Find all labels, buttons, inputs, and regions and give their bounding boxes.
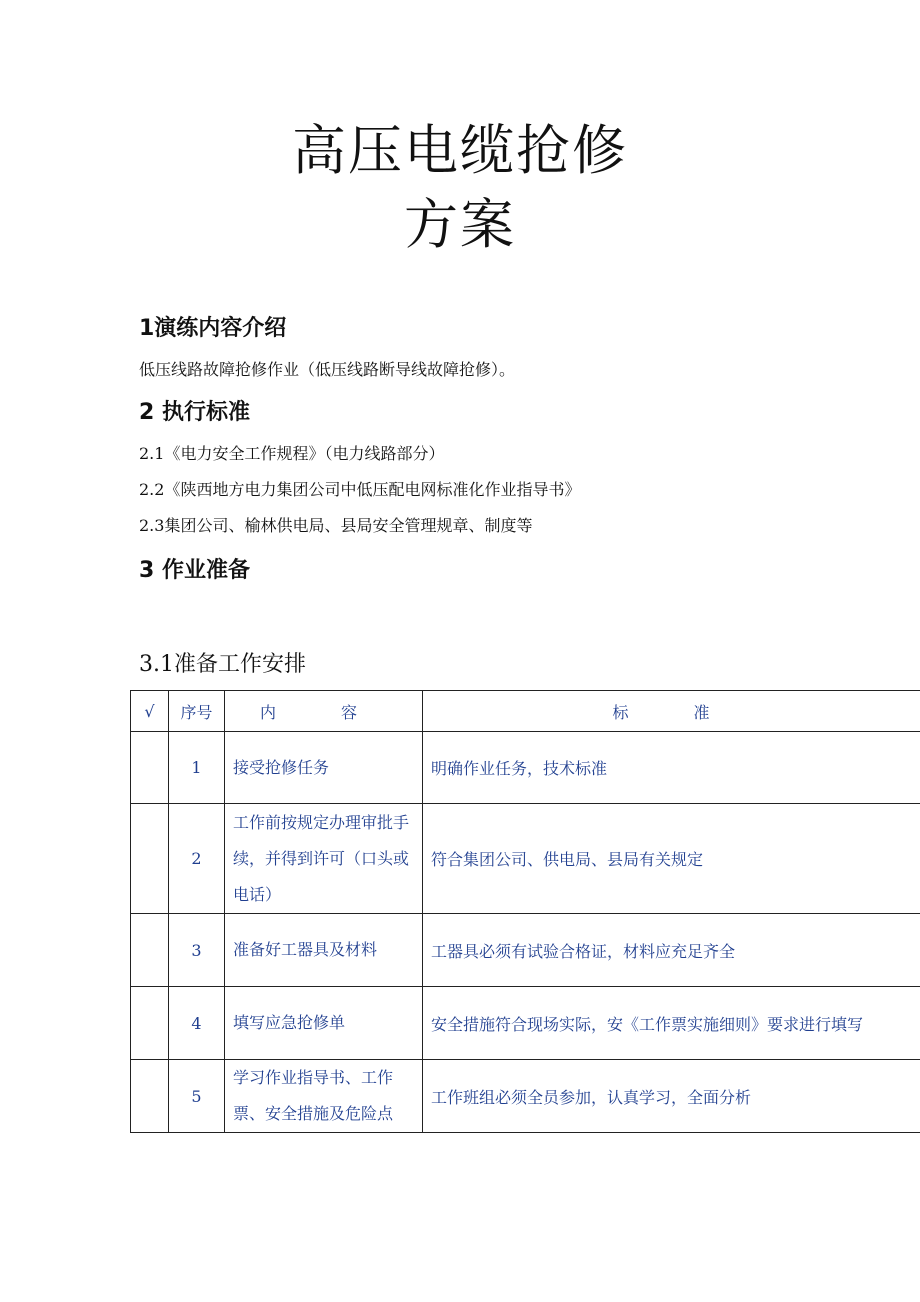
table-row (131, 732, 920, 804)
table-header-row (131, 691, 920, 732)
table-row (131, 804, 920, 914)
check-cell (131, 914, 169, 987)
check-cell (131, 1060, 169, 1133)
document-title-line1: 高压电缆抢修 (292, 119, 628, 182)
check-cell (131, 732, 169, 804)
table-row (131, 1060, 920, 1133)
row-standard: 安全措施符合现场实际，安《工作票实施细则》要求进行填写 (423, 987, 920, 1060)
section-1-text: 低压线路故障抢修作业（低压线路断导线故障抢修）。 (139, 360, 516, 379)
row-number: 5 (169, 1060, 225, 1133)
row-content: 学习作业指导书、工作票、安全措施及危险点 (225, 1060, 423, 1133)
header-number: 序号 (169, 691, 225, 732)
check-cell (131, 804, 169, 914)
document-title-line2: 方案 (404, 193, 516, 256)
row-standard: 工作班组必须全员参加，认真学习，全面分析 (423, 1060, 920, 1133)
header-content: 内 容 (225, 691, 423, 732)
row-standard: 符合集团公司、供电局、县局有关规定 (423, 804, 920, 914)
section-2-heading: 2 执行标准 (139, 400, 250, 425)
preparation-table (130, 690, 920, 1133)
row-content: 填写应急抢修单 (225, 987, 423, 1060)
row-number: 1 (169, 732, 225, 804)
row-standard: 工器具必须有试验合格证，材料应充足齐全 (423, 914, 920, 987)
standard-item: 2.3集团公司、榆林供电局、县局安全管理规章、制度等 (139, 516, 533, 535)
section-3-heading: 3 作业准备 (139, 558, 250, 583)
standard-item: 2.1《电力安全工作规程》（电力线路部分） (139, 444, 445, 463)
header-standard: 标 准 (423, 691, 920, 732)
row-number: 2 (169, 804, 225, 914)
table-row (131, 914, 920, 987)
header-check: √ (131, 691, 169, 732)
row-content: 接受抢修任务 (225, 732, 423, 804)
section-1-heading: 1演练内容介绍 (139, 316, 287, 341)
row-content: 工作前按规定办理审批手续，并得到许可（口头或电话） (225, 804, 423, 914)
subsection-3-1-heading: 3.1准备工作安排 (139, 652, 306, 677)
row-number: 3 (169, 914, 225, 987)
check-cell (131, 987, 169, 1060)
row-standard: 明确作业任务，技术标准 (423, 732, 920, 804)
table-row (131, 987, 920, 1060)
standard-item: 2.2《陕西地方电力集团公司中低压配电网标准化作业指导书》 (139, 480, 581, 499)
row-number: 4 (169, 987, 225, 1060)
row-content: 准备好工器具及材料 (225, 914, 423, 987)
